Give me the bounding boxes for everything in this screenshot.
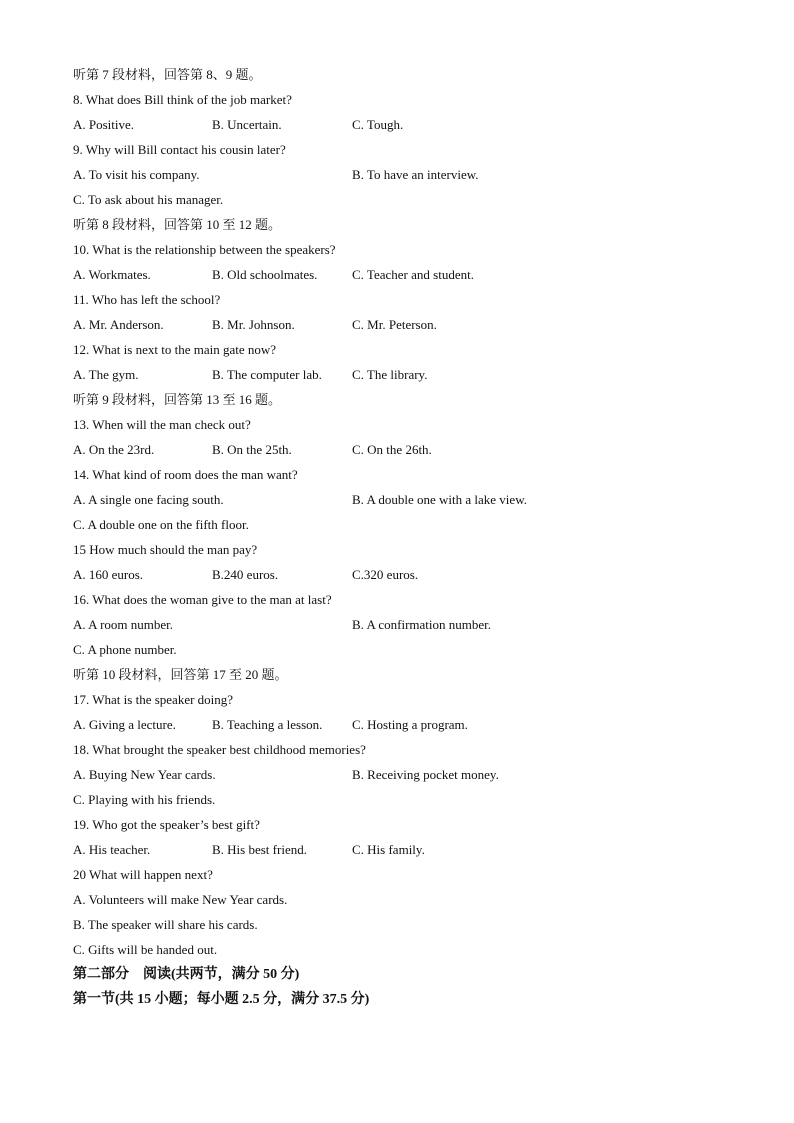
answer-option-c: C. Mr. Peterson.	[352, 317, 437, 332]
answer-option-b: B. On the 25th.	[212, 442, 292, 457]
answer-options	[73, 362, 773, 387]
question-line: 14. What kind of room does the man want?	[73, 467, 298, 482]
question-line: C. A phone number.	[73, 642, 177, 657]
answer-option-c: C. On the 26th.	[352, 442, 432, 457]
answer-options	[73, 837, 773, 862]
answer-option-b: B. Uncertain.	[212, 117, 282, 132]
question-line: 8. What does Bill think of the job market?	[73, 92, 292, 107]
answer-option-b: B. Receiving pocket money.	[352, 767, 499, 782]
answer-options	[73, 562, 773, 587]
question-line: B. The speaker will share his cards.	[73, 917, 258, 932]
section-instruction: 听第 7 段材料，回答第 8、9 题。	[73, 67, 262, 82]
answer-option-b: B. A confirmation number.	[352, 617, 492, 632]
answer-option-a: A. Positive.	[73, 117, 135, 132]
answer-options	[73, 112, 773, 137]
answer-option-a: A. A single one facing south.	[73, 492, 224, 507]
answer-option-a: A. Buying New Year cards.	[73, 767, 216, 782]
section-instruction: 听第 9 段材料，回答第 13 至 16 题。	[73, 392, 282, 407]
question-line: 18. What brought the speaker best childhood memories?	[73, 742, 366, 757]
answer-option-a: A. A room number.	[73, 617, 174, 632]
question-line: C. A double one on the fifth floor.	[73, 517, 249, 532]
question-line: 9. Why will Bill contact his cousin later?	[73, 142, 286, 157]
answer-option-b: B. To have an interview.	[352, 167, 479, 182]
answer-option-c: C. Teacher and student.	[352, 267, 474, 282]
section-instruction: 听第 10 段材料，回答第 17 至 20 题。	[73, 667, 288, 682]
question-line: 10. What is the relationship between the speakers?	[73, 242, 336, 257]
answer-options	[73, 712, 773, 737]
answer-option-a: A. On the 23rd.	[73, 442, 155, 457]
answer-option-b: B.240 euros.	[212, 567, 279, 582]
answer-option-b: B. Old schoolmates.	[212, 267, 318, 282]
answer-option-a: A. His teacher.	[73, 842, 151, 857]
answer-options	[73, 762, 773, 787]
answer-option-b: B. The computer lab.	[212, 367, 322, 382]
question-line: 20 What will happen next?	[73, 867, 213, 882]
answer-options	[73, 612, 773, 637]
section-heading: 第二部分 阅读(共两节，满分 50 分)	[73, 967, 300, 982]
question-line: 15 How much should the man pay?	[73, 542, 258, 557]
answer-option-b: B. A double one with a lake view.	[352, 492, 527, 507]
answer-options	[73, 262, 773, 287]
question-line: A. Volunteers will make New Year cards.	[73, 892, 288, 907]
question-line: 19. Who got the speaker’s best gift?	[73, 817, 260, 832]
answer-option-c: C. His family.	[352, 842, 425, 857]
question-line: C. Playing with his friends.	[73, 792, 216, 807]
question-line: 13. When will the man check out?	[73, 417, 251, 432]
answer-option-c: C. The library.	[352, 367, 428, 382]
answer-options	[73, 162, 773, 187]
answer-option-c: C. Hosting a program.	[352, 717, 468, 732]
section-heading: 第一节(共 15 小题；每小题 2.5 分，满分 37.5 分)	[73, 992, 370, 1007]
question-line: 16. What does the woman give to the man at last?	[73, 592, 332, 607]
answer-option-a: A. To visit his company.	[73, 167, 200, 182]
answer-option-a: A. The gym.	[73, 367, 139, 382]
question-line: C. To ask about his manager.	[73, 192, 224, 207]
answer-option-b: B. Mr. Johnson.	[212, 317, 295, 332]
question-line: 12. What is next to the main gate now?	[73, 342, 277, 357]
question-line: 11. Who has left the school?	[73, 292, 221, 307]
question-line: C. Gifts will be handed out.	[73, 942, 218, 957]
question-line: 17. What is the speaker doing?	[73, 692, 234, 707]
exam-page	[73, 62, 773, 1012]
answer-options	[73, 487, 773, 512]
answer-option-a: A. Giving a lecture.	[73, 717, 176, 732]
answer-option-b: B. Teaching a lesson.	[212, 717, 323, 732]
section-instruction: 听第 8 段材料，回答第 10 至 12 题。	[73, 217, 282, 232]
answer-options	[73, 312, 773, 337]
answer-option-b: B. His best friend.	[212, 842, 307, 857]
answer-option-a: A. 160 euros.	[73, 567, 144, 582]
answer-option-c: C.320 euros.	[352, 567, 419, 582]
answer-options	[73, 437, 773, 462]
answer-option-c: C. Tough.	[352, 117, 404, 132]
answer-option-a: A. Workmates.	[73, 267, 151, 282]
answer-option-a: A. Mr. Anderson.	[73, 317, 164, 332]
